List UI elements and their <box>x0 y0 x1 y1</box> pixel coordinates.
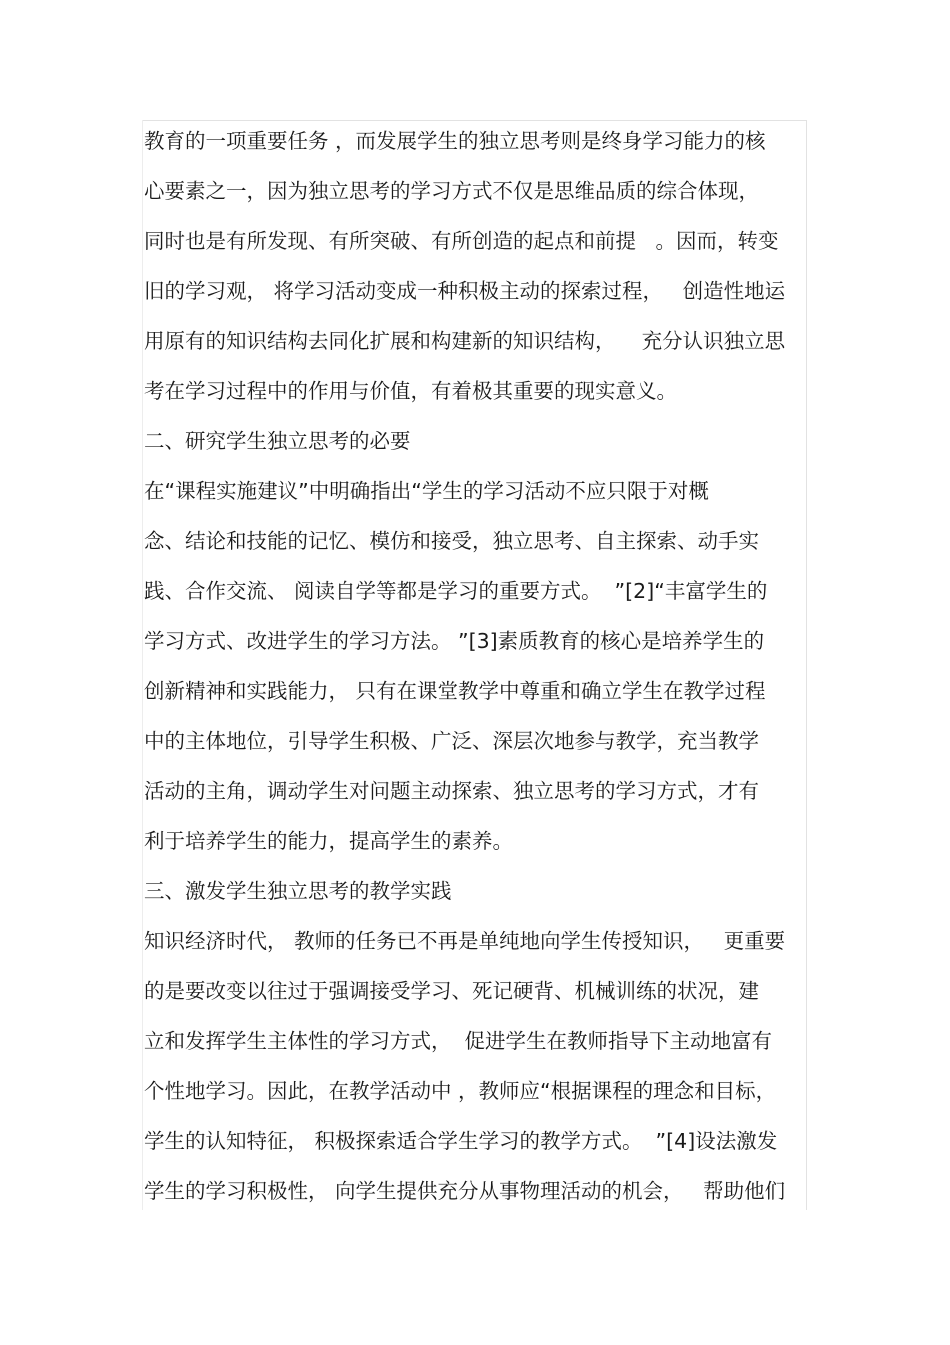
text-line: 在“课程实施建议”中明确指出“学生的学习活动不应只限于对概 <box>144 479 709 503</box>
text-line: 心要素之一，因为独立思考的学习方式不仅是思维品质的综合体现， <box>144 179 759 203</box>
text-line: 念、结论和技能的记忆、模仿和接受，独立思考、自主探索、动手实 <box>144 529 759 553</box>
text-line: 学习方式、改进学生的学习方法。 ”[3]素质教育的核心是培养学生的 <box>144 629 765 653</box>
text-line: 知识经济时代， 教师的任务已不再是单纯地向学生传授知识， 更重要 <box>144 929 786 953</box>
text-line: 践、合作交流、 阅读自学等都是学习的重要方式。 ”[2]“丰富学生的 <box>144 579 768 603</box>
text-line: 的是要改变以往过于强调接受学习、死记硬背、机械训练的状况，建 <box>144 979 759 1003</box>
text-line: 中的主体地位，引导学生积极、广泛、深层次地参与教学，充当教学 <box>144 729 759 753</box>
text-line: 用原有的知识结构去同化扩展和构建新的知识结构， 充分认识独立思 <box>144 329 786 353</box>
section-heading: 二、研究学生独立思考的必要 <box>144 429 411 453</box>
section-heading: 三、激发学生独立思考的教学实践 <box>144 879 452 903</box>
text-line: 活动的主角，调动学生对问题主动探索、独立思考的学习方式，才有 <box>144 779 759 803</box>
text-line: 创新精神和实践能力， 只有在课堂教学中尊重和确立学生在教学过程 <box>144 679 766 703</box>
text-line: 同时也是有所发现、有所突破、有所创造的起点和前提 。因而，转变 <box>144 229 779 253</box>
text-line: 考在学习过程中的作用与价值，有着极其重要的现实意义。 <box>144 379 677 403</box>
text-line: 立和发挥学生主体性的学习方式， 促进学生在教师指导下主动地富有 <box>144 1029 773 1053</box>
text-line: 利于培养学生的能力，提高学生的素养。 <box>144 829 513 853</box>
text-line: 个性地学习。因此，在教学活动中 ，教师应“根据课程的理念和目标， <box>144 1079 777 1103</box>
page-frame-left-border <box>142 120 143 1210</box>
text-line: 教育的一项重要任务 ，而发展学生的独立思考则是终身学习能力的核 <box>144 129 766 153</box>
text-line: 学生的认知特征， 积极探索适合学生学习的教学方式。 ”[4]设法激发 <box>144 1129 778 1153</box>
document-body <box>144 116 814 1216</box>
text-line: 学生的学习积极性， 向学生提供充分从事物理活动的机会， 帮助他们 <box>144 1179 786 1203</box>
text-line: 旧的学习观， 将学习活动变成一种积极主动的探索过程， 创造性地运 <box>144 279 786 303</box>
